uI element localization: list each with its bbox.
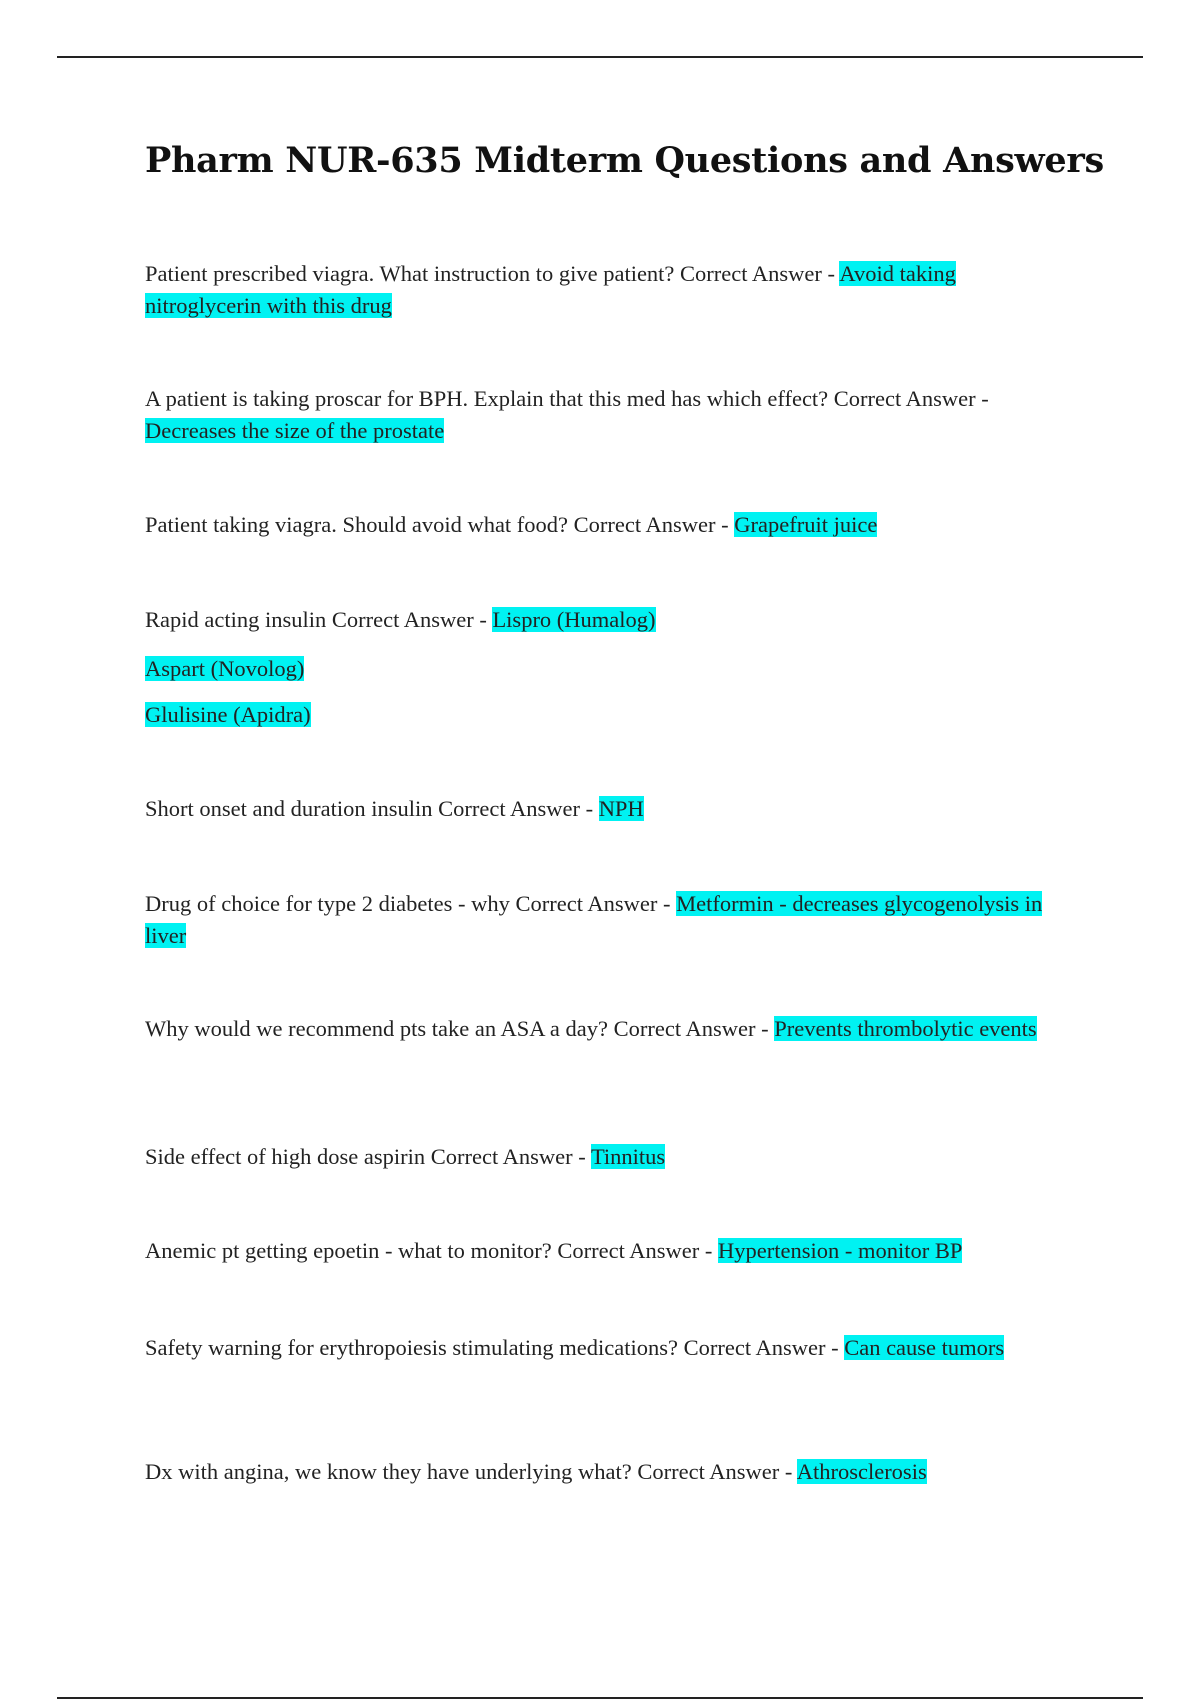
question-text: Side effect of high dose aspirin Correct Answer - (145, 1144, 591, 1169)
qa-item-6 (145, 888, 1065, 952)
qa-item-8 (145, 1141, 1065, 1173)
question-text: Safety warning for erythropoiesis stimulating medications? Correct Answer - (145, 1335, 845, 1360)
qa-item-3 (145, 509, 1065, 541)
answer-highlight: Can cause tumors (844, 1335, 1005, 1360)
question-text: Patient taking viagra. Should avoid what food? Correct Answer - (145, 512, 735, 537)
qa-item-11 (145, 1456, 1065, 1488)
question-text: Short onset and duration insulin Correct Answer - (145, 796, 599, 821)
qa-item-4 (145, 604, 1065, 636)
answer-highlight: Metformin - decreases glycogenolysis in liver (145, 891, 1043, 948)
answer-highlight: Tinnitus (590, 1144, 666, 1169)
answer-highlight: NPH (598, 796, 644, 821)
question-text: Drug of choice for type 2 diabetes - why Correct Answer - (145, 891, 677, 916)
answer-highlight: Aspart (Novolog) (145, 656, 305, 681)
qa-item-4-extra-2 (145, 699, 311, 731)
answer-highlight: Avoid taking nitroglycerin with this drug (145, 261, 956, 318)
answer-highlight: Grapefruit juice (734, 512, 878, 537)
answer-highlight: Prevents thrombolytic events (774, 1016, 1037, 1041)
qa-item-10 (145, 1332, 1065, 1364)
question-text: A patient is taking proscar for BPH. Explain that this med has which effect? Correct Answer - (145, 386, 989, 411)
question-text: Patient prescribed viagra. What instruction to give patient? Correct Answer - (145, 261, 840, 286)
answer-highlight: Decreases the size of the prostate (145, 418, 445, 443)
question-text: Rapid acting insulin Correct Answer - (145, 607, 493, 632)
qa-item-9 (145, 1235, 1065, 1267)
document-title: Pharm NUR-635 Midterm Questions and Answers (145, 140, 1104, 181)
qa-item-5 (145, 793, 1065, 825)
answer-highlight: Hypertension - monitor BP (717, 1238, 963, 1263)
question-text: Anemic pt getting epoetin - what to monitor? Correct Answer - (145, 1238, 718, 1263)
footer-rule (57, 1697, 1143, 1699)
question-text: Dx with angina, we know they have underlying what? Correct Answer - (145, 1459, 797, 1484)
qa-item-7 (145, 1013, 1065, 1045)
qa-item-1 (145, 258, 1065, 322)
answer-highlight: Glulisine (Apidra) (145, 702, 311, 727)
qa-item-2 (145, 383, 1065, 447)
answer-highlight: Lispro (Humalog) (492, 607, 656, 632)
answer-highlight: Athrosclerosis (796, 1459, 927, 1484)
question-text: Why would we recommend pts take an ASA a day? Correct Answer - (145, 1016, 775, 1041)
qa-item-4-extra-1 (145, 653, 304, 685)
header-rule (57, 56, 1143, 58)
